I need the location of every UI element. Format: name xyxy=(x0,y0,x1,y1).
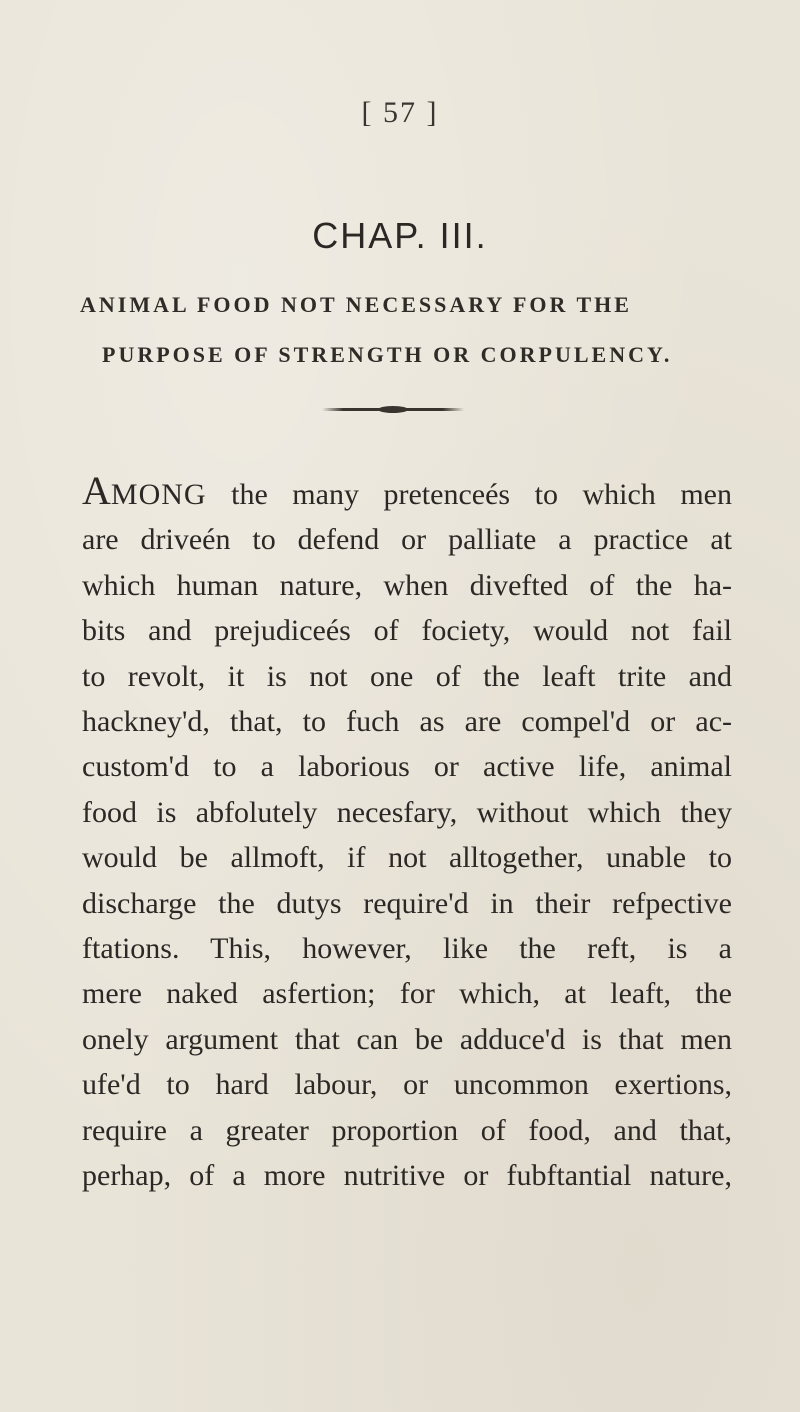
initial-letter: A xyxy=(82,468,111,513)
first-line-rest: the many pretenceés to which men xyxy=(206,478,732,511)
text-line: which human nature, when divefted of the ha- xyxy=(82,568,732,602)
text-line: mere naked asfertion; for which, at leaft, the xyxy=(82,977,732,1011)
text-line: food is abfolutely necesfary, without which they xyxy=(82,795,732,829)
chapter-heading-line-1: ANIMAL FOOD NOT NECESSARY FOR THE xyxy=(80,292,632,317)
chapter-heading-line-2: PURPOSE OF STRENGTH OR CORPULENCY. xyxy=(102,342,673,367)
text-line: bits and prejudiceés of fociety, would not fail xyxy=(82,614,732,648)
text-line: would be allmoft, if not alltogether, unable to xyxy=(82,841,732,875)
text-line: require a greater proportion of food, and that, xyxy=(82,1113,732,1147)
body-text xyxy=(82,468,732,1199)
first-word-rest: MONG xyxy=(110,478,207,511)
chapter-title: CHAP. III. xyxy=(312,215,488,256)
ornamental-divider xyxy=(322,408,464,411)
text-line: hackney'd, that, to fuch as are compel'd or ac- xyxy=(82,705,732,739)
text-line: discharge the dutys require'd in their refpective xyxy=(82,886,732,920)
text-line: custom'd to a laborious or active life, animal xyxy=(82,750,732,784)
text-line-first xyxy=(82,468,732,517)
text-line: onely argument that can be adduce'd is that men xyxy=(82,1022,732,1056)
page-number: [ 57 ] xyxy=(361,96,439,129)
text-line: to revolt, it is not one of the leaft trite and xyxy=(82,659,732,693)
text-line: are driveén to defend or palliate a practice at xyxy=(82,523,732,557)
text-line: ufe'd to hard labour, or uncommon exertions, xyxy=(82,1068,732,1102)
text-line-last: perhap, of a more nutritive or fubftantial nature, xyxy=(82,1159,732,1193)
text-line: ftations. This, however, like the reft, is a xyxy=(82,932,732,966)
